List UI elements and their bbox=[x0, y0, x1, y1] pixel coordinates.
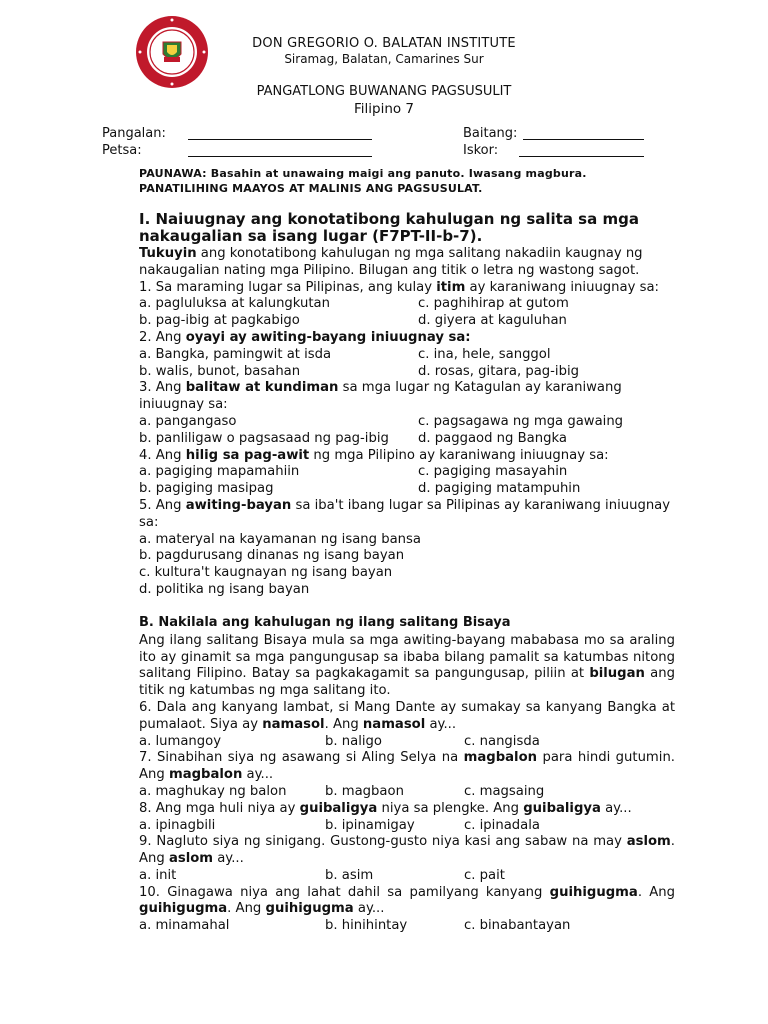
choice-option: c. pait bbox=[464, 867, 505, 883]
section2-title: B. Nakilala ang kahulugan ng ilang salitang Bisaya bbox=[139, 614, 511, 630]
choice-option: b. magbaon bbox=[325, 783, 404, 799]
choice-row bbox=[139, 784, 675, 801]
question-text: . Ang bbox=[227, 901, 266, 917]
subject-title: Filipino 7 bbox=[353, 101, 415, 117]
choice-option: c. kultura't kaugnayan ng isang bayan bbox=[139, 565, 393, 581]
question-2 bbox=[139, 330, 675, 347]
choice-option: c. magsaing bbox=[464, 783, 545, 799]
question-text: 8. Ang mga huli niya ay bbox=[139, 800, 300, 816]
question-1 bbox=[139, 280, 675, 297]
question-keyword: aslom bbox=[168, 851, 214, 867]
choice-option: a. minamahal bbox=[139, 918, 230, 934]
question-9 bbox=[139, 834, 675, 868]
choice-row bbox=[139, 918, 675, 935]
choice-option: a. pangangaso bbox=[139, 413, 237, 429]
choice-option: d. paggaod ng Bangka bbox=[418, 430, 567, 446]
question-text: 7. Sinabihan siya ng asawang si Aling Selya na bbox=[139, 750, 464, 766]
exam-content bbox=[139, 211, 675, 935]
exam-title: PANGATLONG BUWANANG PAGSUSULIT bbox=[256, 84, 512, 99]
choice-option: c. ina, hele, sanggol bbox=[418, 346, 551, 362]
question-text: ay karaniwang iniuugnay sa: bbox=[465, 279, 659, 295]
question-7 bbox=[139, 750, 675, 784]
notice-line-1: PAUNAWA: Basahin at unawaing maigi ang panuto. Iwasang magbura. bbox=[139, 167, 587, 180]
choice-option: b. pagdurusang dinanas ng isang bayan bbox=[139, 548, 405, 564]
choice-option: a. maghukay ng balon bbox=[139, 783, 287, 799]
question-text: ay... bbox=[425, 716, 457, 732]
question-keyword: magbalon bbox=[463, 750, 538, 766]
question-text: . Ang bbox=[637, 884, 675, 900]
question-keyword: guihigugma bbox=[139, 901, 228, 917]
date-label: Petsa: bbox=[102, 143, 142, 158]
score-line[interactable] bbox=[519, 156, 644, 157]
question-keyword: namasol bbox=[262, 716, 325, 732]
question-text: 6. Dala ang kanyang lambat, si Mang Dante ay sumakay sa kanyang Bangka at pumalaot. Siya ay bbox=[139, 699, 675, 732]
notice-line-2: PANATILIHING MAAYOS AT MALINIS ANG PAGSUSULAT. bbox=[139, 182, 483, 195]
choice-option: c. pagiging masayahin bbox=[418, 464, 568, 480]
choice-row bbox=[139, 296, 675, 313]
question-6 bbox=[139, 700, 675, 734]
choice-option: d. rosas, gitara, pag-ibig bbox=[418, 363, 579, 379]
question-8 bbox=[139, 801, 675, 818]
choice-option: b. ipinamigay bbox=[325, 817, 415, 833]
choice-row bbox=[139, 313, 675, 330]
choice-option: a. pagiging mapamahiin bbox=[139, 464, 300, 480]
question-4 bbox=[139, 448, 675, 465]
choice-option: a. init bbox=[139, 867, 177, 883]
section2-questions bbox=[139, 700, 675, 935]
choice-row bbox=[139, 481, 675, 498]
choice-option: a. materyal na kayamanan ng isang bansa bbox=[139, 531, 421, 547]
question-text: 9. Nagluto siya ng sinigang. Gustong-gusto niya kasi ang sabaw na may bbox=[139, 834, 627, 850]
choice-option: b. naligo bbox=[325, 733, 382, 749]
choice-row bbox=[139, 818, 675, 835]
question-keyword: magbalon bbox=[168, 767, 243, 783]
question-text: ay... bbox=[213, 851, 244, 867]
question-3 bbox=[139, 380, 675, 414]
choice-option: a. Bangka, pamingwit at isda bbox=[139, 346, 332, 362]
grade-label: Baitang: bbox=[463, 126, 518, 141]
choice-row bbox=[139, 347, 675, 364]
choice-option: b. asim bbox=[325, 867, 374, 883]
question-keyword: aslom bbox=[626, 834, 671, 850]
choice-option: a. pagluluksa at kalungkutan bbox=[139, 296, 330, 312]
section1-instructions: Tukuyin ang konotatibong kahulugan ng mga salitang nakadiin kaugnay ng nakaugalian nating mga Pilipino. Bilugan ang titik o letra ng wastong sagot. bbox=[139, 246, 643, 278]
choice-row bbox=[139, 464, 675, 481]
name-line[interactable] bbox=[188, 139, 372, 140]
question-text: sa iba't ibang lugar sa Pilipinas ay karaniwang iniuugnay sa: bbox=[139, 497, 671, 530]
choice-row bbox=[139, 431, 675, 448]
choice-option: b. walis, bunot, basahan bbox=[139, 363, 301, 379]
question-5 bbox=[139, 498, 675, 532]
choice-row bbox=[139, 868, 675, 885]
question-text: para hindi gutumin. Ang bbox=[139, 750, 675, 783]
question-keyword: guibaligya bbox=[523, 800, 601, 816]
choice-option: a. ipinagbili bbox=[139, 817, 216, 833]
choice-row bbox=[139, 734, 675, 751]
choice-option: d. giyera at kaguluhan bbox=[418, 313, 567, 329]
choice-option: b. pag-ibig at pagkabigo bbox=[139, 313, 300, 329]
question-10 bbox=[139, 885, 675, 919]
name-label: Pangalan: bbox=[102, 126, 166, 141]
school-address: Siramag, Balatan, Camarines Sur bbox=[284, 52, 484, 66]
choice-row bbox=[139, 414, 675, 431]
question-text: 2. Ang bbox=[139, 329, 186, 345]
question-keyword: oyayi ay awiting-bayang iniuugnay sa: bbox=[185, 329, 471, 345]
choice-option: b. pagiging masipag bbox=[139, 481, 274, 497]
question-text: sa mga lugar ng Katagulan ay karaniwang iniuugnay sa: bbox=[139, 380, 622, 413]
question-text: ay... bbox=[242, 767, 274, 783]
date-line[interactable] bbox=[188, 156, 372, 157]
choice-option: b. hinihintay bbox=[325, 918, 408, 934]
score-label: Iskor: bbox=[463, 143, 499, 158]
question-text: 10. Ginagawa niya ang lahat dahil sa pamilyang kanyang bbox=[139, 884, 550, 900]
choice-option: d. politika ng isang bayan bbox=[139, 581, 310, 597]
question-keyword: guibaligya bbox=[299, 800, 378, 816]
choice-option: b. panliligaw o pagsasaad ng pag-ibig bbox=[139, 430, 389, 446]
question-text: 4. Ang bbox=[139, 447, 186, 463]
choice-option: c. ipinadala bbox=[464, 817, 540, 833]
section1-title: I. Naiuugnay ang konotatibong kahulugan ng salita sa mga nakaugalian sa isang lugar (F7PT-II-b-7). bbox=[139, 210, 639, 245]
question-text: ay... bbox=[353, 901, 385, 917]
question-text: niya sa plengke. Ang bbox=[377, 800, 524, 816]
choice-option: c. pagsagawa ng mga gawaing bbox=[418, 413, 624, 429]
question-keyword: awiting-bayan bbox=[185, 497, 292, 513]
question-text: ay... bbox=[600, 800, 632, 816]
school-name: DON GREGORIO O. BALATAN INSTITUTE bbox=[252, 36, 516, 51]
question-keyword: itim bbox=[436, 279, 466, 295]
question-keyword: guihigugma bbox=[549, 884, 638, 900]
question-keyword: namasol bbox=[362, 716, 426, 732]
question-keyword: guihigugma bbox=[265, 901, 354, 917]
question-text: ng mga Pilipino ay karaniwang iniuugnay sa: bbox=[309, 447, 609, 463]
section2-intro: Ang ilang salitang Bisaya mula sa mga awiting-bayang mababasa mo sa araling ito ay ginamit sa mga pangungusap sa ibaba bilang pamalit sa katumbas nitong salitang Filipino. Batay sa pagkakagamit sa pangungusap, piliin at bilugan ang titik ng katumbas ng mga salitang ito. bbox=[139, 632, 675, 699]
question-text: 5. Ang bbox=[139, 497, 186, 513]
section1-questions bbox=[139, 280, 675, 599]
choice-option: c. paghihirap at gutom bbox=[418, 296, 569, 312]
question-keyword: hilig sa pag-awit bbox=[185, 447, 310, 463]
choice-option: d. pagiging matampuhin bbox=[418, 481, 581, 497]
question-keyword: balitaw at kundiman bbox=[185, 380, 339, 396]
choice-option: c. binabantayan bbox=[464, 918, 571, 934]
question-text: 3. Ang bbox=[139, 380, 186, 396]
question-text: . Ang bbox=[139, 834, 675, 867]
choice-option: c. nangisda bbox=[464, 733, 540, 749]
choice-row bbox=[139, 364, 675, 381]
question-text: . Ang bbox=[324, 716, 363, 732]
question-text: 1. Sa maraming lugar sa Pilipinas, ang kulay bbox=[139, 279, 437, 295]
choice-option: a. lumangoy bbox=[139, 733, 222, 749]
grade-line[interactable] bbox=[523, 139, 644, 140]
